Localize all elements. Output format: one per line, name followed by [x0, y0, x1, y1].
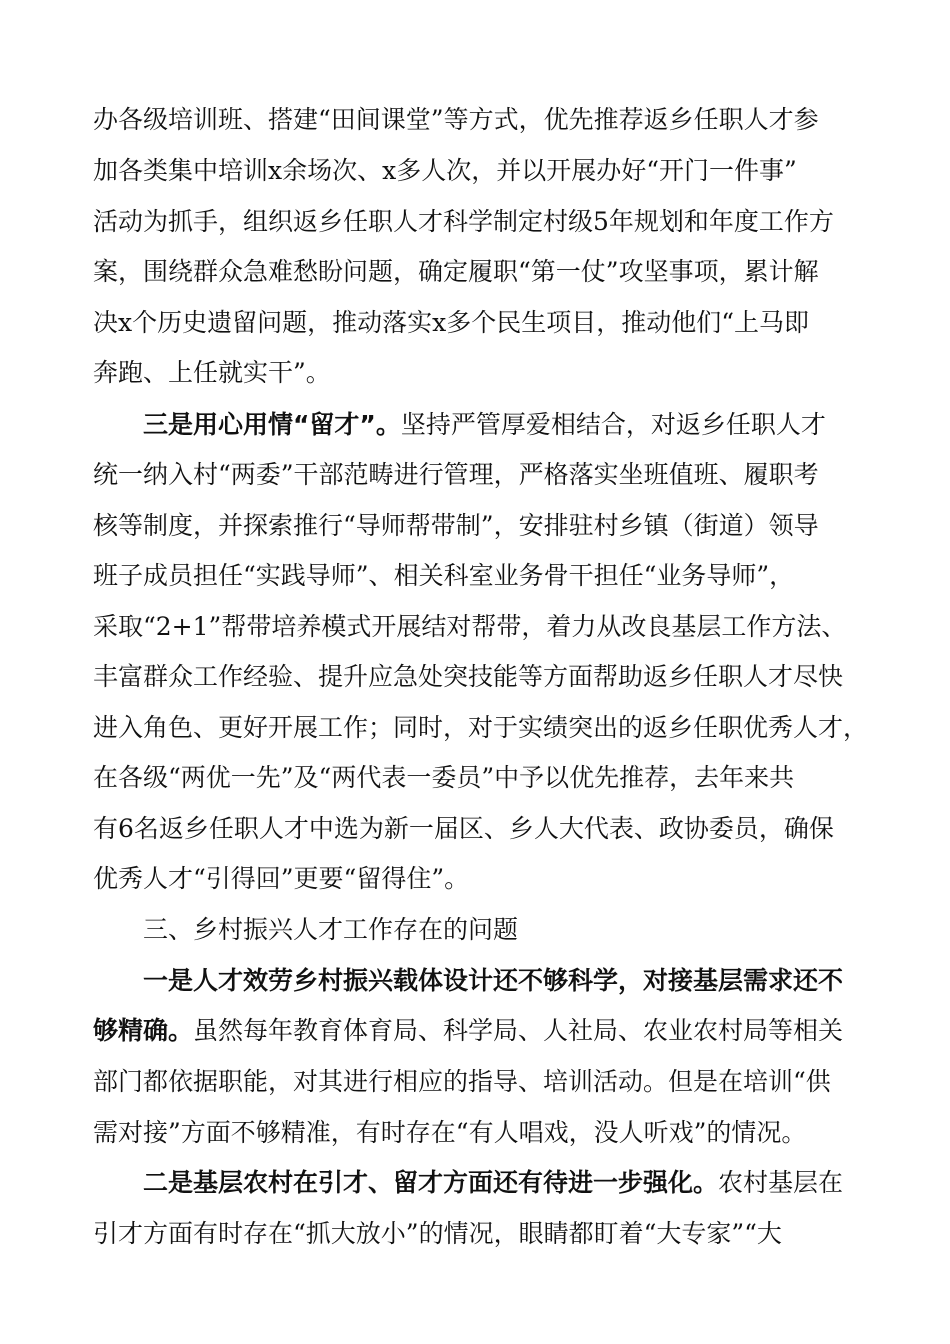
bold-lead-phrase: 三是用心用情“留才”。	[143, 410, 401, 439]
text-line	[93, 1015, 843, 1047]
section-heading: 三、乡村振兴人才工作存在的问题	[143, 915, 519, 944]
text-line: 奔跑、上任就实干”。	[93, 358, 331, 387]
text-line: 统一纳入村“两委”干部范畴进行管理，严格落实坐班值班、履职考	[93, 460, 819, 489]
text-run: 农村基层在	[718, 1168, 844, 1197]
text-line: 丰富群众工作经验、提升应急处突技能等方面帮助返乡任职人才尽快	[93, 662, 844, 691]
bold-lead-phrase: 一是人才效劳乡村振兴载体设计还不够科学，对接基层需求还不	[143, 966, 844, 995]
text-line	[143, 1167, 843, 1199]
text-line: 采取“2+1”帮带培养模式开展结对帮带，着力从改良基层工作方法、	[93, 612, 847, 641]
text-run: 坚持严管厚爱相结合，对返乡任职人才	[400, 410, 826, 439]
text-run: 虽然每年教育体育局、科学局、人社局、农业农村局等相关	[193, 1016, 844, 1045]
text-line: 案，围绕群众急难愁盼问题，确定履职“第一仗”攻坚事项，累计解	[93, 257, 819, 286]
text-line: 加各类集中培训x余场次、x多人次，并以开展办好“开门一件事”	[93, 156, 797, 185]
text-line: 决x个历史遗留问题，推动落实x多个民生项目，推动他们“上马即	[93, 308, 809, 337]
text-line: 进入角色、更好开展工作；同时，对于实绩突出的返乡任职优秀人才，	[93, 713, 869, 742]
text-line: 部门都依据职能，对其进行相应的指导、培训活动。但是在培训“供	[93, 1067, 831, 1096]
text-line: 核等制度，并探索推行“导师帮带制”，安排驻村乡镇（街道）领导	[93, 511, 819, 540]
text-line: 办各级培训班、搭建“田间课堂”等方式，优先推荐返乡任职人才参	[93, 105, 819, 134]
text-line	[143, 409, 826, 441]
text-line: 在各级“两优一先”及“两代表一委员”中予以优先推荐，去年来共	[93, 763, 795, 792]
text-line: 活动为抓手，组织返乡任职人才科学制定村级5年规划和年度工作方	[93, 207, 834, 236]
text-line: 需对接”方面不够精准，有时存在“有人唱戏，没人听戏”的情况。	[93, 1118, 807, 1147]
text-line: 优秀人才“引得回”更要“留得住”。	[93, 864, 470, 893]
text-line: 引才方面有时存在“抓大放小”的情况，眼睛都盯着“大专家”“大	[93, 1219, 782, 1248]
bold-lead-phrase: 二是基层农村在引才、留才方面还有待进一步强化。	[143, 1168, 719, 1197]
text-line: 班子成员担任“实践导师”、相关科室业务骨干担任“业务导师”，	[93, 561, 795, 590]
text-line: 有6名返乡任职人才中选为新一届区、乡人大代表、政协委员，确保	[93, 814, 834, 843]
bold-lead-phrase: 够精确。	[93, 1016, 194, 1045]
